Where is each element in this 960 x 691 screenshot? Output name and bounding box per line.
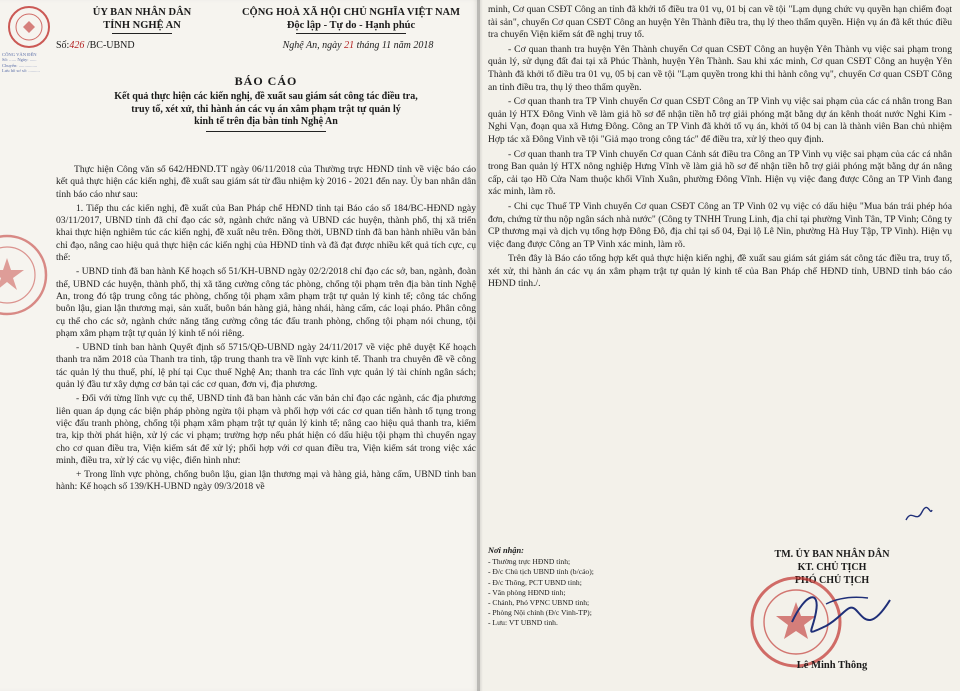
left-body-text bbox=[56, 164, 476, 496]
recipient-item: - Chánh, Phó VPNC UBND tỉnh; bbox=[488, 598, 590, 608]
report-heading: BÁO CÁO bbox=[234, 74, 298, 88]
title-rule bbox=[206, 131, 326, 132]
stamp-line: CÔNG VĂN ĐẾN bbox=[2, 52, 37, 57]
paragraph: Thực hiện Công văn số 642/HĐND.TT ngày 06/11/2018 của Thường trực HĐND tỉnh về việc báo cáo kết quả thực hiện các kiến nghị, đề xuất sau giám sát từ đầu nhiệm kỳ 2016 - 2021 đến nay. Ủy ban nhân dân tỉnh báo cáo như sau: bbox=[56, 164, 476, 200]
recipient-item: - Phòng Nội chính (Đ/c Vinh-TP); bbox=[488, 608, 592, 618]
paragraph: - Cơ quan thanh tra TP Vinh chuyển Cơ quan Cảnh sát điều tra Công an TP Vinh vụ việc sai phạm của các cá nhân trong Ban quản lý HTX nông nghiệp Hưng Vĩnh về làm giả hồ sơ để nhận tiền hỗ trợ giải phóng mặt bằng dự án nâng cấp, cải tạo Hồ Cửa Nam thuộc khối Vĩnh Xuân, phường Đông Vĩnh. Hiện vụ việc đang được Công an TP Vinh đang xác minh, làm rõ. bbox=[488, 148, 952, 198]
paragraph: - UBND tỉnh đã ban hành Kế hoạch số 51/KH-UBND ngày 02/2/2018 chỉ đạo các sở, ban, ngành, đoàn thể, UBND các huyện, thành phố, thị xã tăng cường công tác phòng, chống tội phạm trên địa bàn tỉnh Nghệ An, trong đó tập trung công tác phòng, chống tội phạm xâm phạm trật tự quản lý kinh tế; công tác chống buôn lậu, gian lận thương mại, sản xuất, buôn bán hàng giả, hàng nhái, hàng cấm, các loại pháo. Phân công cụ thể cho các sở, ngành chức năng tăng cường công tác đấu tranh phòng, chống tội phạm nói chung, tội phạm xâm phạm trật tự quản lý kinh tế nói riêng. bbox=[56, 266, 476, 339]
right-body-text bbox=[488, 4, 952, 293]
handwritten-signature-icon bbox=[786, 582, 896, 644]
title-line: truy tố, xét xử, thi hành án các vụ án xâm phạm trật tự quản lý bbox=[131, 103, 401, 115]
stamp-line: Số: ...... Ngày: ...... bbox=[2, 57, 37, 63]
paragraph: - UBND tỉnh ban hành Quyết định số 5715/QĐ-UBND ngày 24/11/2017 về việc phê duyệt Kế hoạch thanh tra năm 2018 của Thanh tra tỉnh, tập trung thanh tra về lĩnh vực kinh tế. Thanh tra chuyên đề về công tác quản lý thu thuế, phí, lệ phí tại Cục thuế Nghệ An; thanh tra các lĩnh vực quản lý tài chính ngân sách; quản lý đầu tư xây dựng cơ bản tại các cơ quan, đơn vị, địa phương. bbox=[56, 342, 476, 391]
paragraph: - Cơ quan thanh tra huyện Yên Thành chuyển Cơ quan CSĐT Công an huyện Yên Thành vụ việc sai phạm trong quản lý, sử dụng đất đai tại xã Phúc Thành, huyện Yên Thành. Sau khi xác minh, Cơ quan CSĐT Công an huyện Yên Thành đã khởi tố điều tra 01 vụ, 05 bị can về tội "Lạm quyền trong khi thi hành công vụ", chuyển Cơ quan CSĐT Công an tỉnh điều tra, thụ lý theo thẩm quyền. bbox=[488, 43, 952, 93]
paragraph: - Chi cục Thuế TP Vinh chuyển Cơ quan CSĐT Công an TP Vinh 02 vụ việc có dấu hiệu "Mua bán trái phép hóa đơn, chứng từ thu nộp ngân sách nhà nước" (Công ty TNHH Trung Linh, địa chỉ tại phường Vinh Tân, TP Vinh; Công ty CP thương mại và dịch vụ tổng hợp Đông Đô, địa chỉ tại số 04, Đại lộ Lê Nin, phường Hà Huy Tập, TP Vinh). Hiện vụ việc đang được Công an TP Vinh xác minh, làm rõ. bbox=[488, 200, 952, 250]
paragraph: 1. Tiếp thu các kiến nghị, đề xuất của Ban Pháp chế HĐND tỉnh tại Báo cáo số 184/BC-HĐND ngày 03/11/2017, UBND tỉnh đã chỉ đạo các sở, ngành chức năng và UBND các huyện, thành phố, thị xã triển khai thực hiện nghiêm túc các kiến nghị, đề xuất nêu trên. Đồng thời, UBND tỉnh đã ban hành nhiều văn bản chỉ đạo, nâng cao hiệu quả thực hiện các kiến nghị của HĐND tỉnh và đã đạt được nhiều kết quả tích cực, cụ thể: bbox=[56, 202, 476, 264]
recipient-item: - Đ/c Chủ tịch UBND tỉnh (b/cáo); bbox=[488, 567, 594, 577]
recipient-item: - Văn phòng HĐND tỉnh; bbox=[488, 587, 566, 597]
date-suffix: tháng 11 năm 2018 bbox=[354, 40, 434, 51]
report-title bbox=[56, 74, 476, 132]
date-day: 21 bbox=[344, 40, 355, 51]
date-prefix: Nghệ An, ngày bbox=[282, 40, 345, 51]
agency-header bbox=[56, 6, 228, 34]
title-line: kinh tế trên địa bàn tỉnh Nghệ An bbox=[194, 116, 338, 127]
nation-line: CỘNG HOÀ XÃ HỘI CHỦ NGHĨA VIỆT NAM bbox=[241, 7, 461, 18]
doc-no-suffix: /BC-UBND bbox=[84, 40, 135, 51]
signature-line: PHÓ CHỦ TỊCH bbox=[794, 575, 870, 586]
recipient-item: - Thường trực HĐND tỉnh; bbox=[488, 557, 571, 567]
recipients-list bbox=[488, 546, 708, 629]
title-line: Kết quả thực hiện các kiến nghị, đề xuất sau giám sát công tác điều tra, bbox=[114, 91, 418, 102]
header-rule bbox=[112, 33, 172, 34]
signer-name: Lê Minh Thông bbox=[796, 660, 868, 671]
doc-no-number: 426 bbox=[69, 40, 85, 51]
stamp-line: Chuyển: ................ bbox=[2, 62, 38, 68]
agency-line: ỦY BAN NHÂN DÂN bbox=[92, 7, 192, 18]
header-rule bbox=[296, 33, 406, 34]
recipient-item: - Đ/c Thông, PCT UBND tỉnh; bbox=[488, 577, 582, 587]
recipients-label: Nơi nhận: bbox=[488, 546, 524, 555]
red-seal-icon bbox=[6, 4, 52, 50]
page-gutter bbox=[477, 0, 483, 691]
date-line bbox=[244, 40, 472, 51]
handwritten-signature-icon bbox=[904, 506, 934, 524]
paragraph: + Trong lĩnh vực phòng, chống buôn lậu, gian lận thương mại và hàng giả, hàng cấm, UBND tỉnh ban hành: Kế hoạch số 139/KH-UBND ngày 09/3/2018 về bbox=[56, 469, 476, 493]
incoming-stamp bbox=[2, 52, 54, 74]
doc-no-prefix: Số: bbox=[56, 40, 70, 51]
signature-line: KT. CHỦ TỊCH bbox=[797, 562, 867, 573]
agency-line: TỈNH NGHỆ AN bbox=[103, 20, 181, 31]
paragraph: Trên đây là Báo cáo tổng hợp kết quả thực hiện kiến nghị, đề xuất sau giám sát giám sát công tác điều tra, truy tố, xét xử, thi hành án các vụ án xâm phạm trật tự quản lý kinh tế của Ban Pháp chế HĐND tỉnh, UBND tỉnh báo cáo HĐND tỉnh./. bbox=[488, 253, 952, 290]
paragraph: - Cơ quan thanh tra TP Vinh chuyển Cơ quan CSĐT Công an TP Vinh vụ việc sai phạm của các cá nhân trong Ban quản lý HTX Đông Vinh về làm giả hồ sơ để nhận tiền hỗ trợ giải phóng mặt bằng dự án kênh thoát nước Nghi Kim - Nghi Vạn, đoạn qua xã Hưng Đông. Công an TP Vinh đã khởi tố vụ án, khởi tố 04 bị can là thành viên Ban chủ nhiệm Hợp tác xã Đông Vinh về tội "Giả mạo trong công tác" để điều tra, xử lý theo quy định. bbox=[488, 96, 952, 145]
red-seal-icon bbox=[0, 232, 50, 318]
stamp-line: Lưu hồ sơ số: .......... bbox=[2, 68, 40, 74]
national-header bbox=[230, 6, 472, 34]
signature-line: TM. ỦY BAN NHÂN DÂN bbox=[774, 549, 890, 560]
paragraph: minh, Cơ quan CSĐT Công an tỉnh đã khởi tố điều tra 01 vụ, 01 bị can về tội "Lạm dụng chức vụ quyền hạn chiếm đoạt tài sản", chuyển Cơ quan CSĐT Công an huyện Yên Thành điều tra, thụ lý theo thẩm quyền. Hiện vụ án đã kết thúc điều tra chuyển Viện kiểm sát đề nghị truy tố. bbox=[488, 4, 952, 41]
motto: Độc lập - Tự do - Hạnh phúc bbox=[286, 20, 416, 31]
document-number bbox=[56, 40, 135, 51]
recipient-item: - Lưu: VT UBND tỉnh. bbox=[488, 618, 558, 628]
paragraph: - Đối với từng lĩnh vực cụ thể, UBND tỉnh đã ban hành các văn bản chỉ đạo các ngành, các địa phương liên quan áp dụng các biện pháp phòng ngừa tội phạm và phối hợp với các cơ quan tiến hành tố tụng trong việc đấu tranh phòng, chống tội phạm xâm phạm trật tự quản lý kinh tế; nâng cao hiệu quả thanh tra, kiểm tra, kịp thời phát hiện, xử lý các vi phạm; trường hợp nếu phát hiện có dấu hiệu tội phạm thì chuyển ngay cho cơ quan điều tra, Viện kiểm sát để xử lý; phối hợp với cơ quan điều tra, Viện kiểm sát trong việc xác minh, điều tra, xử lý các vụ việc, điển hình như: bbox=[56, 393, 476, 466]
